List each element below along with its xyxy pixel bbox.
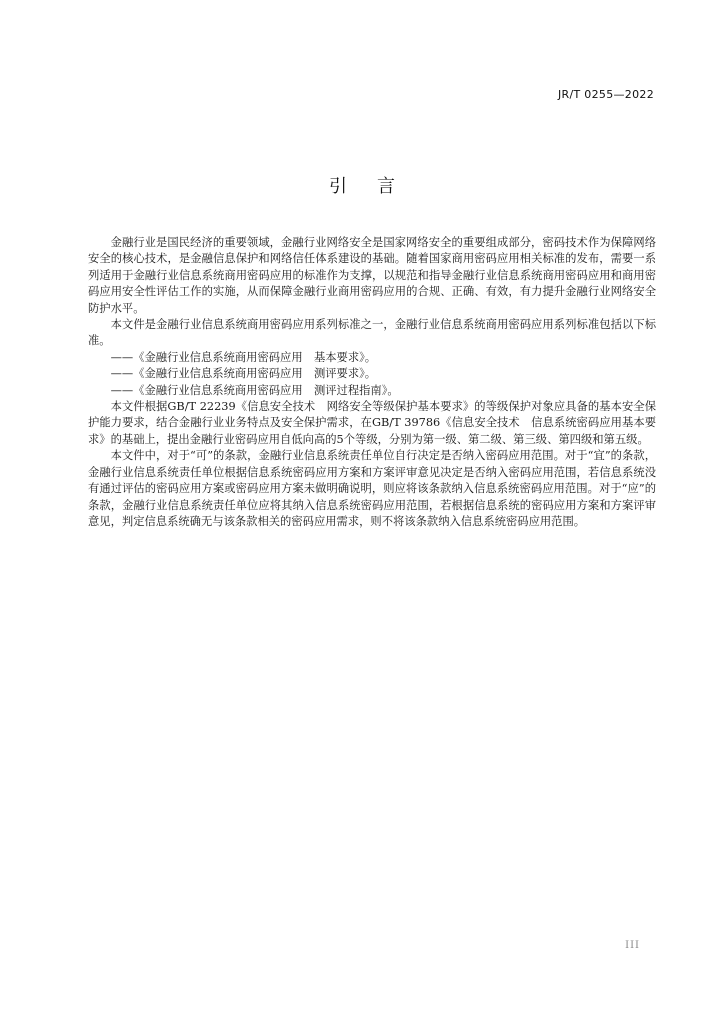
section-title: 引言 [329, 176, 425, 197]
standard-code: JR/T 0255—2022 [558, 88, 654, 101]
paragraph-series-intro: 本文件是金融行业信息系统商用密码应用系列标准之一，金融行业信息系统商用密码应用系列标准包括以下标准。 [88, 318, 656, 348]
list-item-evaluation-guide: ——《金融行业信息系统商用密码应用 测评过程指南》。 [110, 383, 399, 397]
body-text [88, 235, 656, 530]
paragraph-background: 金融行业是国民经济的重要领域，金融行业网络安全是国家网络安全的重要组成部分，密码技术作为保障网络安全的核心技术，是金融信息保护和网络信任体系建设的基础。随着国家商用密码应用相关标准的发布，需要一系列适用于金融行业信息系统商用密码应用的标准作为支撑，以规范和指导金融行业信息系统商用密码应用和商用密码应用安全性评估工作的实施，从而保障金融行业商用密码应用的合规、正确、有效，有力提升金融行业网络安全防护水平。 [88, 236, 656, 315]
paragraph-levels: 本文件根据GB/T 22239《信息安全技术 网络安全等级保护基本要求》的等级保护对象应具备的基本安全保护能力要求，结合金融行业业务特点及安全保护需求，在GB/T 39786《信息安全技术 信息系统密码应用基本要求》的基础上，提出金融行业密码应用自低向高的5个等级，分别为第一级、第二级、第三级、第四级和第五级。 [88, 400, 656, 446]
list-item-basic-requirements: ——《金融行业信息系统商用密码应用 基本要求》。 [110, 350, 377, 364]
page-number: III [625, 940, 640, 951]
paragraph-clause-terms: 本文件中，对于“可”的条款，金融行业信息系统责任单位自行决定是否纳入密码应用范围。对于“宜”的条款，金融行业信息系统责任单位根据信息系统密码应用方案和方案评审意见决定是否纳入密码应用范围，若信息系统没有通过评估的密码应用方案或密码应用方案未做明确说明，则应将该条款纳入信息系统密码应用范围。对于“应”的条款，金融行业信息系统责任单位应将其纳入信息系统密码应用范围，若根据信息系统的密码应用方案和方案评审意见，判定信息系统确无与该条款相关的密码应用需求，则不将该条款纳入信息系统密码应用范围。 [88, 449, 656, 528]
list-item-evaluation-requirements: ——《金融行业信息系统商用密码应用 测评要求》。 [110, 367, 377, 381]
